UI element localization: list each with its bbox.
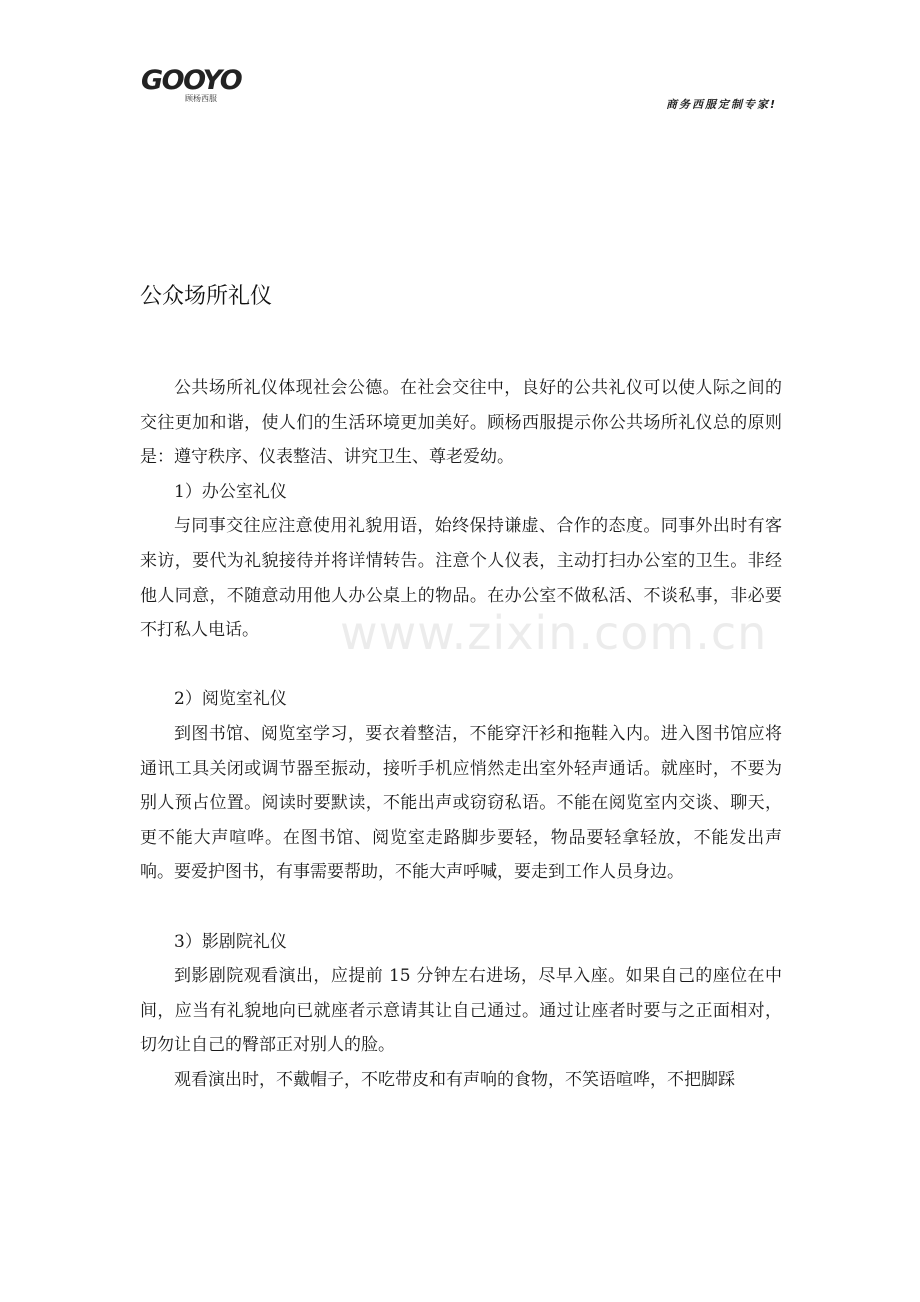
intro-paragraph: 公共场所礼仪体现社会公德。在社会交往中，良好的公共礼仪可以使人际之间的交往更加和谐，使人们的生活环境更加美好。顾杨西服提示你公共场所礼仪总的原则是：遵守秩序、仪表整洁、讲究卫生、尊老爱幼。 [140,378,782,468]
section-spacer [140,648,782,683]
document-content [140,280,782,1097]
page-header [0,0,920,120]
header-slogan: 商务西服定制专家! [665,98,777,111]
section-spacer [140,890,782,925]
reading-room-paragraph: 到图书馆、阅览室学习，要衣着整洁，不能穿汗衫和拖鞋入内。进入图书馆应将通讯工具关闭或调节器至振动，接听手机应悄然走出室外轻声通话。就座时，不要为别人预占位置。阅读时要默读，不能出声或窃窃私语。不能在阅览室内交谈、聊天，更不能大声喧哗。在图书馆、阅览室走路脚步要轻，物品要轻拿轻放，不能发出声响。要爱护图书，有事需要帮助，不能大声呼喊，要走到工作人员身边。 [140,723,782,883]
theater-paragraph-2: 观看演出时，不戴帽子，不吃带皮和有声响的食物，不笑语喧哗，不把脚踩 [174,1069,735,1090]
office-etiquette-paragraph: 与同事交往应注意使用礼貌用语，始终保持谦虚、合作的态度。同事外出时有客来访，要代为礼貌接待并将详情转告。注意个人仪表，主动打扫办公室的卫生。非经他人同意，不随意动用他人办公桌上的物品。在办公室不做私活、不谈私事，非必要不打私人电话。 [140,516,782,641]
logo-wordmark: GOOYO [141,65,242,96]
document-title: 公众场所礼仪 [140,284,273,309]
theater-paragraph-1: 到影剧院观看演出，应提前 15 分钟左右进场，尽早入座。如果自己的座位在中间，应当有礼貌地向已就座者示意请其让自己通过。通过让座者时要与之正面相对，切勿让自己的臀部正对别人的脸。 [140,966,782,1056]
logo-subtitle: 顾杨西服 [185,94,217,103]
site-watermark: www.zixin.com.cn [340,606,768,660]
gooyo-logo [141,65,242,106]
section-heading-office: 1）办公室礼仪 [174,481,287,502]
section-heading-reading-room: 2）阅览室礼仪 [174,689,287,710]
document-body [140,371,782,1097]
section-heading-theater: 3）影剧院礼仪 [174,931,287,952]
